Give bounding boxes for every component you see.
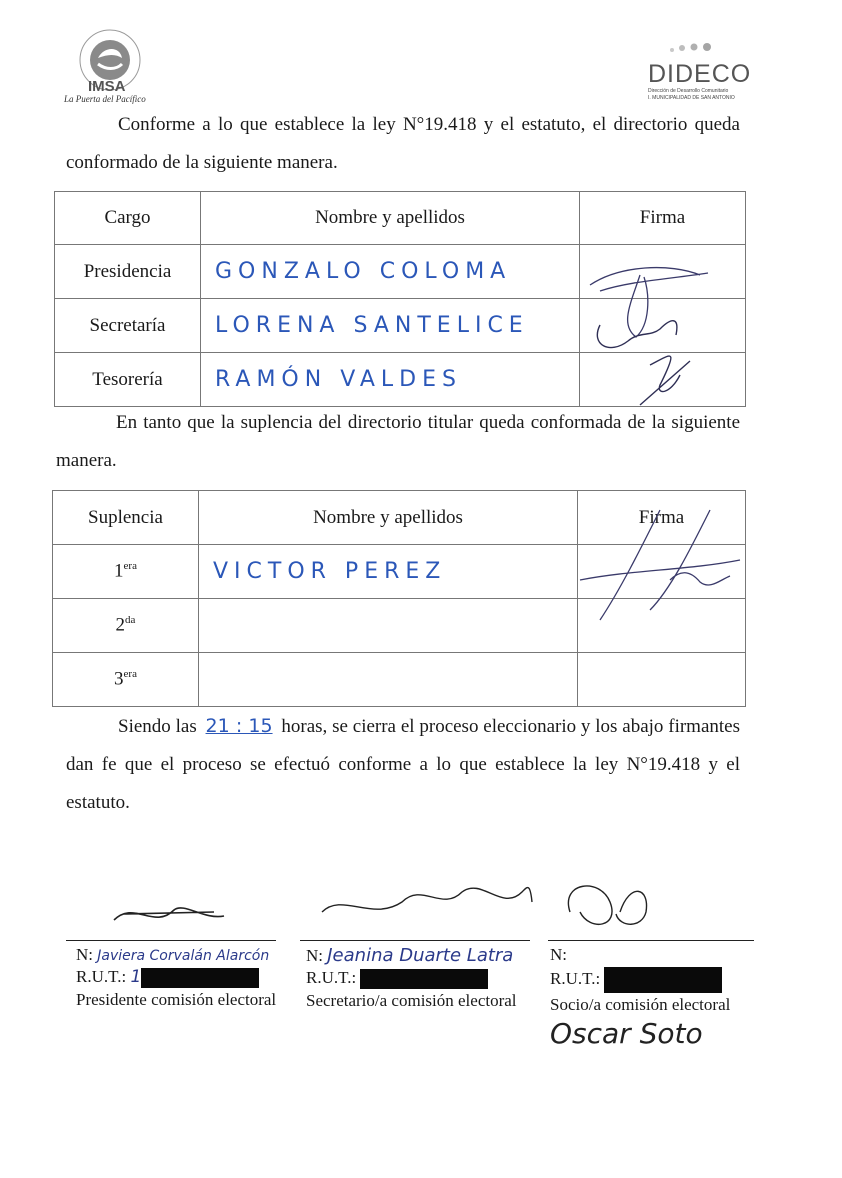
nombre-cell (201, 353, 580, 407)
nombre-cell (199, 599, 578, 653)
handwritten-extra: Oscar Soto (550, 1017, 703, 1050)
role-label: Socio/a comisión electoral (550, 995, 731, 1014)
cargo-cell: Presidencia (55, 245, 201, 299)
suplencia-cell (53, 653, 199, 707)
closing-before-time: Siendo las (118, 716, 197, 737)
handwritten-name: Jeanina Duarte Latra (327, 945, 514, 966)
cargo-cell: Tesorería (55, 353, 201, 407)
handwritten-name: GONZALO COLOMA (215, 259, 512, 284)
n-label: N: (76, 945, 93, 964)
suplencia-cell (53, 599, 199, 653)
ordinal-number: 2 (115, 614, 126, 636)
header-firma: Firma (578, 491, 746, 545)
signature-scribble-3 (550, 872, 660, 938)
signature-scribble-directorio (580, 245, 730, 415)
redaction-block (604, 967, 722, 993)
signature-scribble-1 (104, 890, 234, 940)
ordinal-suffix: era (123, 560, 137, 573)
intro-paragraph: Conforme a lo que establece la ley N°19.418 y el estatuto, el directorio queda conformado de la siguiente manera. (66, 114, 740, 173)
suplencia-cell (53, 545, 199, 599)
header-suplencia: Suplencia (53, 491, 199, 545)
rut-line (550, 967, 750, 993)
handwritten-name: VICTOR PEREZ (213, 559, 447, 584)
table-row (53, 653, 746, 707)
header-nombre: Nombre y apellidos (201, 192, 580, 245)
closing-after-time: horas, se cierra el proceso eleccionario y los abajo firmantes dan fe que el proceso se efectuó conforme a lo que establece la ley N°19.418 y el estatuto. (66, 716, 740, 813)
redaction-block (360, 969, 488, 989)
dideco-line1: Dirección de Desarrollo Comunitario (648, 88, 729, 94)
ordinal-suffix: da (125, 614, 136, 627)
handwritten-name: Javiera Corvalán Alarcón (97, 948, 270, 964)
signature-scribble-2 (312, 872, 542, 932)
role-label: Presidente comisión electoral (76, 990, 277, 1010)
rut-label: R.U.T.: (550, 968, 601, 988)
nombre-cell (201, 299, 580, 353)
imsa-org-text: IMSA (88, 78, 126, 95)
role-label: Secretario/a comisión electoral (306, 991, 517, 1011)
signature-block-2 (306, 945, 536, 1011)
signature-block-1 (76, 945, 286, 1010)
name-line (306, 945, 536, 966)
signature-block-3 (550, 945, 750, 1050)
ordinal-number: 3 (114, 668, 124, 690)
name-line (550, 945, 750, 965)
cargo-cell: Secretaría (55, 299, 201, 353)
dideco-dots-icon (666, 40, 726, 56)
signature-line-3 (548, 940, 754, 941)
n-label: N: (306, 946, 323, 965)
redaction-block (141, 968, 259, 988)
handwritten-name: RAMÓN VALDES (215, 367, 462, 392)
signature-line-1 (66, 940, 276, 941)
imsa-logo (64, 24, 160, 108)
closing-time: 21 : 15 (205, 715, 273, 737)
signature-scribble-suplencia (570, 500, 750, 630)
n-label: N: (550, 945, 567, 964)
nombre-cell (199, 653, 578, 707)
nombre-cell (201, 245, 580, 299)
ordinal-suffix: era (123, 668, 137, 681)
nombre-cell (199, 545, 578, 599)
imsa-tagline: La Puerta del Pacífico (64, 94, 146, 104)
dideco-brand: DIDECO (648, 60, 752, 88)
firma-cell (578, 653, 746, 707)
rut-line (76, 967, 286, 988)
rut-line (306, 968, 536, 989)
dideco-logo (644, 40, 754, 100)
header-cargo: Cargo (55, 192, 201, 245)
rut-label: R.U.T.: (306, 968, 357, 987)
header-firma: Firma (580, 192, 746, 245)
signature-line-2 (300, 940, 530, 941)
handwritten-name: LORENA SANTELICE (215, 313, 529, 338)
name-line (76, 945, 286, 965)
suplencia-paragraph: En tanto que la suplencia del directorio titular queda conformada de la siguiente manera. (56, 412, 740, 471)
dideco-line2: I. MUNICIPALIDAD DE SAN ANTONIO (648, 95, 735, 101)
rut-label: R.U.T.: (76, 967, 127, 986)
header-nombre: Nombre y apellidos (199, 491, 578, 545)
closing-paragraph (66, 707, 740, 822)
ordinal-number: 1 (114, 560, 124, 582)
rut-visible: 1 (130, 967, 142, 987)
